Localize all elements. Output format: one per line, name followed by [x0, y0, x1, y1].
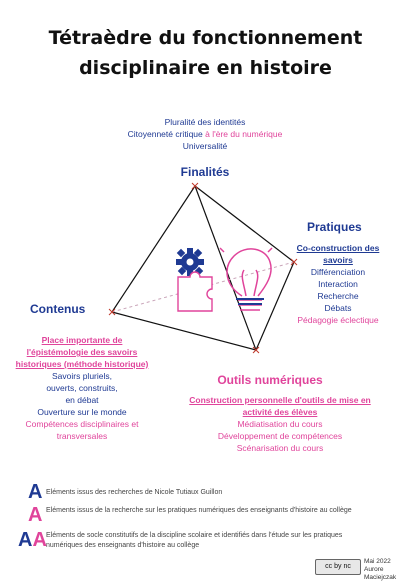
credit: Mai 2022 Aurore Maciejczak — [364, 558, 397, 581]
pratiques-list — [283, 242, 393, 326]
legend-mark-double: AA — [18, 529, 47, 551]
finalites-heading: Finalités — [180, 165, 230, 179]
pratique-item: Co-construction des savoirs — [296, 243, 380, 265]
puzzle-icon — [178, 272, 212, 311]
lightbulb-icon — [220, 248, 272, 310]
contenus-list: Place importante de l'épistémologie des savoirs historiques (méthode historique) Savoirs pluriels, ouverts, construits, en débat Ouverture sur le monde Compétences disciplinaires et transversales — [15, 335, 149, 441]
legend-item: Eléments issus des recherches de Nicole Tutiaux Guillon — [46, 489, 223, 496]
finalite-item: Universalité — [182, 141, 228, 151]
finalite-item: Citoyenneté critique à l'ère du numérique — [127, 129, 283, 139]
outils-list: Construction personnelle d'outils de mise en activité des élèves Médiatisation du cours Développement de compétences Scénarisation du cours — [189, 395, 371, 453]
contenus-heading: Contenus — [30, 302, 86, 316]
pratique-item: Pédagogie éclectique — [297, 315, 379, 325]
pratiques-heading: Pratiques — [307, 220, 362, 234]
legend-mark-blue: A — [28, 481, 43, 503]
gear-icon — [176, 248, 204, 276]
legend-item: Eléments issus de la recherche sur les pratiques numériques des enseignants d'histoire au collège — [46, 507, 352, 514]
pratique-item: Interaction — [318, 279, 358, 289]
legend-item: Eléments de socle constitutifs de la discipline scolaire et identifiés dans l'étude sur les pratiques numériques des enseignants d'histoire au collège — [46, 532, 343, 549]
cc-license-badge: cc by nc — [315, 559, 361, 575]
finalite-item: Pluralité des identités — [164, 117, 246, 127]
outils-heading: Outils numériques — [217, 373, 323, 387]
legend-mark-pink: A — [28, 504, 43, 526]
page-title-line2: disciplinaire en histoire — [79, 57, 332, 79]
pratique-item: Recherche — [317, 291, 359, 301]
page-title-line1: Tétraèdre du fonctionnement — [48, 27, 363, 49]
pratique-item: Différenciation — [310, 267, 366, 277]
pratique-item: Débats — [324, 303, 352, 313]
